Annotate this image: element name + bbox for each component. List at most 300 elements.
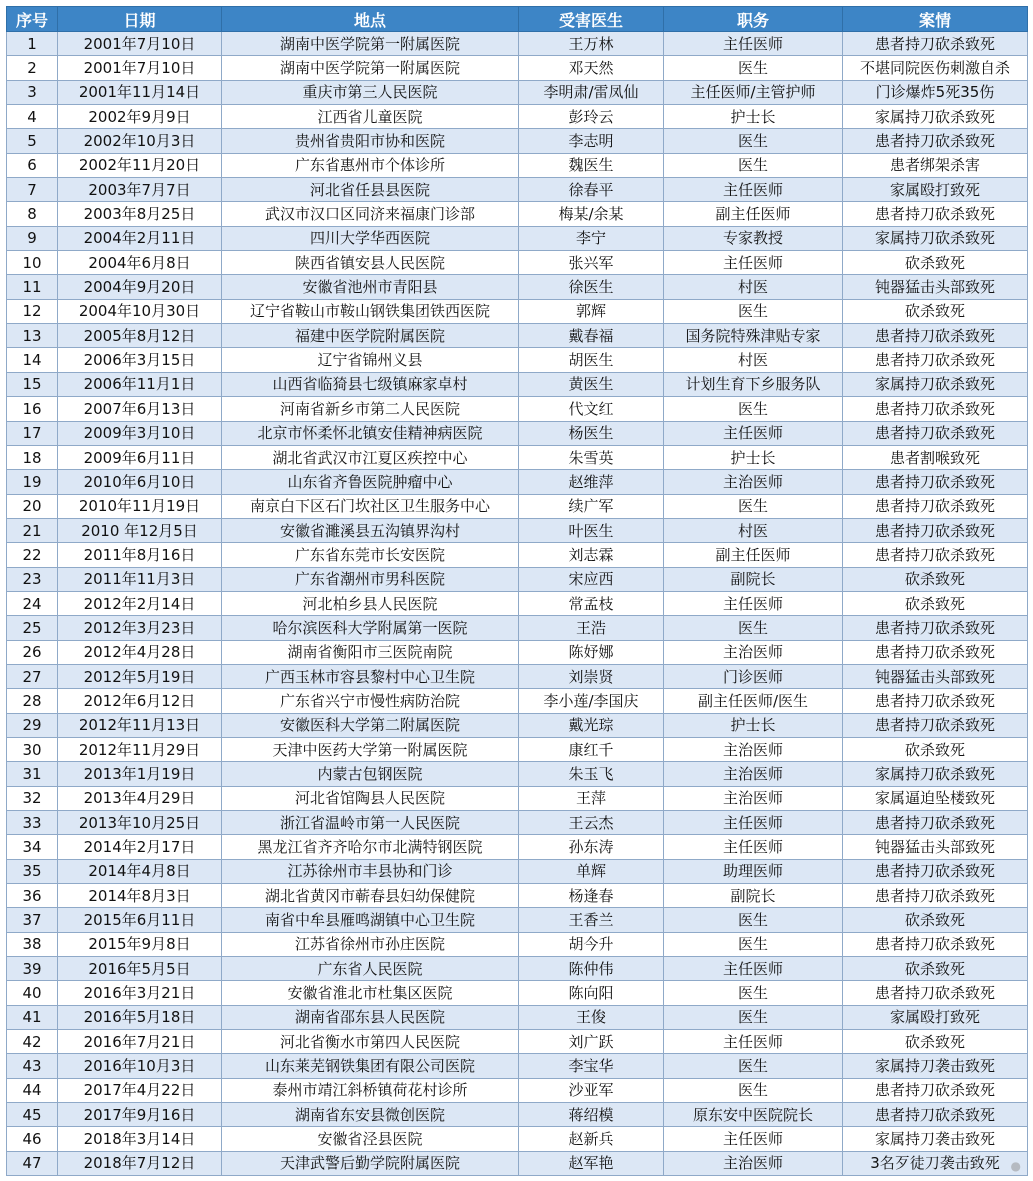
cell-index: 4 bbox=[7, 105, 58, 129]
cell-date: 2013年4月29日 bbox=[58, 786, 222, 810]
cell-index: 16 bbox=[7, 397, 58, 421]
cell-location: 湖南中医学院第一附属医院 bbox=[222, 56, 519, 80]
cell-index: 19 bbox=[7, 470, 58, 494]
cell-date: 2012年6月12日 bbox=[58, 689, 222, 713]
table-row bbox=[7, 957, 1028, 981]
cell-date: 2016年5月18日 bbox=[58, 1005, 222, 1029]
cell-location: 武汉市汉口区同济来福康门诊部 bbox=[222, 202, 519, 226]
cell-location: 内蒙古包钢医院 bbox=[222, 762, 519, 786]
cell-case: 患者持刀砍杀致死 bbox=[843, 518, 1028, 542]
cell-index: 32 bbox=[7, 786, 58, 810]
cell-case: 砍杀致死 bbox=[843, 957, 1028, 981]
cell-case: 患者持刀砍杀致死 bbox=[843, 348, 1028, 372]
cell-location: 广东省东莞市长安医院 bbox=[222, 543, 519, 567]
cell-victim-doctor: 彭玲云 bbox=[519, 105, 664, 129]
cell-case: 钝器猛击头部致死 bbox=[843, 835, 1028, 859]
cell-position: 护士长 bbox=[664, 713, 843, 737]
cell-location: 山西省临猗县七级镇麻家卓村 bbox=[222, 372, 519, 396]
cell-date: 2016年5月5日 bbox=[58, 957, 222, 981]
cell-date: 2009年3月10日 bbox=[58, 421, 222, 445]
incident-table bbox=[6, 6, 1028, 1176]
cell-case: 家属持刀砍杀致死 bbox=[843, 372, 1028, 396]
cell-victim-doctor: 续广军 bbox=[519, 494, 664, 518]
cell-position: 国务院特殊津贴专家 bbox=[664, 324, 843, 348]
cell-date: 2012年11月13日 bbox=[58, 713, 222, 737]
cell-victim-doctor: 陈向阳 bbox=[519, 981, 664, 1005]
cell-victim-doctor: 刘崇贤 bbox=[519, 664, 664, 688]
cell-date: 2012年3月23日 bbox=[58, 616, 222, 640]
cell-victim-doctor: 陈妤娜 bbox=[519, 640, 664, 664]
cell-index: 12 bbox=[7, 299, 58, 323]
table-row bbox=[7, 372, 1028, 396]
cell-case: 患者持刀砍杀致死 bbox=[843, 1103, 1028, 1127]
cell-location: 陕西省镇安县人民医院 bbox=[222, 251, 519, 275]
table-row bbox=[7, 518, 1028, 542]
cell-location: 浙江省温岭市第一人民医院 bbox=[222, 811, 519, 835]
cell-location: 南京白下区石门坎社区卫生服务中心 bbox=[222, 494, 519, 518]
cell-index: 26 bbox=[7, 640, 58, 664]
cell-index: 35 bbox=[7, 859, 58, 883]
cell-date: 2014年4月8日 bbox=[58, 859, 222, 883]
cell-victim-doctor: 徐春平 bbox=[519, 178, 664, 202]
cell-case: 家属殴打致死 bbox=[843, 178, 1028, 202]
cell-date: 2005年8月12日 bbox=[58, 324, 222, 348]
cell-location: 安徽省淮北市杜集区医院 bbox=[222, 981, 519, 1005]
cell-index: 14 bbox=[7, 348, 58, 372]
cell-location: 贵州省贵阳市协和医院 bbox=[222, 129, 519, 153]
cell-victim-doctor: 孙东涛 bbox=[519, 835, 664, 859]
cell-victim-doctor: 沙亚军 bbox=[519, 1078, 664, 1102]
cell-case: 患者持刀砍杀致死 bbox=[843, 932, 1028, 956]
cell-position: 医生 bbox=[664, 494, 843, 518]
cell-position: 村医 bbox=[664, 518, 843, 542]
cell-date: 2017年4月22日 bbox=[58, 1078, 222, 1102]
cell-index: 22 bbox=[7, 543, 58, 567]
cell-location: 江苏省徐州市孙庄医院 bbox=[222, 932, 519, 956]
cell-case: 患者持刀砍杀致死 bbox=[843, 32, 1028, 56]
table-row bbox=[7, 591, 1028, 615]
cell-location: 河南省新乡市第二人民医院 bbox=[222, 397, 519, 421]
cell-position: 助理医师 bbox=[664, 859, 843, 883]
cell-position: 主任医师 bbox=[664, 178, 843, 202]
table-row bbox=[7, 664, 1028, 688]
cell-case: 家属持刀袭击致死 bbox=[843, 1127, 1028, 1151]
cell-date: 2013年10月25日 bbox=[58, 811, 222, 835]
cell-position: 主任医师 bbox=[664, 251, 843, 275]
table-row bbox=[7, 1005, 1028, 1029]
cell-case: 患者持刀砍杀致死 bbox=[843, 616, 1028, 640]
cell-case: 患者持刀砍杀致死 bbox=[843, 1078, 1028, 1102]
cell-case: 患者持刀砍杀致死 bbox=[843, 470, 1028, 494]
cell-date: 2016年10月3日 bbox=[58, 1054, 222, 1078]
cell-location: 河北省衡水市第四人民医院 bbox=[222, 1030, 519, 1054]
cell-position: 主任医师 bbox=[664, 811, 843, 835]
cell-location: 辽宁省锦州义县 bbox=[222, 348, 519, 372]
cell-index: 3 bbox=[7, 80, 58, 104]
cell-victim-doctor: 李宁 bbox=[519, 226, 664, 250]
table-row bbox=[7, 689, 1028, 713]
cell-index: 23 bbox=[7, 567, 58, 591]
cell-index: 43 bbox=[7, 1054, 58, 1078]
table-row bbox=[7, 981, 1028, 1005]
cell-location: 泰州市靖江斜桥镇荷花村诊所 bbox=[222, 1078, 519, 1102]
table-row bbox=[7, 80, 1028, 104]
cell-victim-doctor: 王萍 bbox=[519, 786, 664, 810]
cell-case: 患者持刀砍杀致死 bbox=[843, 859, 1028, 883]
cell-location: 重庆市第三人民医院 bbox=[222, 80, 519, 104]
cell-victim-doctor: 李宝华 bbox=[519, 1054, 664, 1078]
table-row bbox=[7, 494, 1028, 518]
cell-position: 医生 bbox=[664, 908, 843, 932]
cell-index: 44 bbox=[7, 1078, 58, 1102]
cell-date: 2014年2月17日 bbox=[58, 835, 222, 859]
cell-position: 主任医师 bbox=[664, 957, 843, 981]
cell-case: 3名歹徒刀袭击致死 bbox=[843, 1151, 1028, 1175]
cell-position: 专家教授 bbox=[664, 226, 843, 250]
cell-location: 湖南中医学院第一附属医院 bbox=[222, 32, 519, 56]
cell-index: 10 bbox=[7, 251, 58, 275]
cell-date: 2002年9月9日 bbox=[58, 105, 222, 129]
cell-case: 患者持刀砍杀致死 bbox=[843, 494, 1028, 518]
cell-position: 村医 bbox=[664, 275, 843, 299]
cell-date: 2012年11月29日 bbox=[58, 737, 222, 761]
cell-position: 门诊医师 bbox=[664, 664, 843, 688]
cell-case: 患者绑架杀害 bbox=[843, 153, 1028, 177]
cell-case: 不堪同院医伤刺激自杀 bbox=[843, 56, 1028, 80]
table-row bbox=[7, 32, 1028, 56]
cell-index: 18 bbox=[7, 445, 58, 469]
cell-index: 45 bbox=[7, 1103, 58, 1127]
cell-date: 2010年6月10日 bbox=[58, 470, 222, 494]
table-row bbox=[7, 153, 1028, 177]
cell-date: 2006年3月15日 bbox=[58, 348, 222, 372]
cell-date: 2018年7月12日 bbox=[58, 1151, 222, 1175]
table-row bbox=[7, 348, 1028, 372]
table-row bbox=[7, 251, 1028, 275]
cell-index: 31 bbox=[7, 762, 58, 786]
cell-case: 家属持刀袭击致死 bbox=[843, 1054, 1028, 1078]
cell-position: 医生 bbox=[664, 56, 843, 80]
cell-case: 钝器猛击头部致死 bbox=[843, 275, 1028, 299]
cell-victim-doctor: 朱玉飞 bbox=[519, 762, 664, 786]
cell-date: 2013年1月19日 bbox=[58, 762, 222, 786]
cell-date: 2004年10月30日 bbox=[58, 299, 222, 323]
cell-index: 47 bbox=[7, 1151, 58, 1175]
cell-location: 湖南省东安县微创医院 bbox=[222, 1103, 519, 1127]
cell-index: 27 bbox=[7, 664, 58, 688]
cell-victim-doctor: 刘志霖 bbox=[519, 543, 664, 567]
cell-location: 安徽省濉溪县五沟镇界沟村 bbox=[222, 518, 519, 542]
table-row bbox=[7, 713, 1028, 737]
cell-index: 15 bbox=[7, 372, 58, 396]
cell-index: 11 bbox=[7, 275, 58, 299]
cell-date: 2010 年12月5日 bbox=[58, 518, 222, 542]
header-victim-doctor: 受害医生 bbox=[519, 7, 664, 32]
cell-index: 17 bbox=[7, 421, 58, 445]
cell-position: 村医 bbox=[664, 348, 843, 372]
cell-location: 南省中牟县雁鸣湖镇中心卫生院 bbox=[222, 908, 519, 932]
watermark: ● bbox=[1010, 1159, 1021, 1173]
cell-index: 25 bbox=[7, 616, 58, 640]
cell-position: 主治医师 bbox=[664, 762, 843, 786]
cell-position: 医生 bbox=[664, 1054, 843, 1078]
cell-location: 安徽医科大学第二附属医院 bbox=[222, 713, 519, 737]
cell-location: 广西玉林市容县黎村中心卫生院 bbox=[222, 664, 519, 688]
cell-date: 2002年10月3日 bbox=[58, 129, 222, 153]
cell-victim-doctor: 李志明 bbox=[519, 129, 664, 153]
cell-case: 患者持刀砍杀致死 bbox=[843, 689, 1028, 713]
cell-victim-doctor: 戴光琮 bbox=[519, 713, 664, 737]
table-row bbox=[7, 202, 1028, 226]
cell-location: 安徽省池州市青阳县 bbox=[222, 275, 519, 299]
table-row bbox=[7, 616, 1028, 640]
cell-date: 2014年8月3日 bbox=[58, 884, 222, 908]
cell-index: 24 bbox=[7, 591, 58, 615]
cell-location: 四川大学华西医院 bbox=[222, 226, 519, 250]
cell-victim-doctor: 王浩 bbox=[519, 616, 664, 640]
cell-index: 20 bbox=[7, 494, 58, 518]
cell-date: 2002年11月20日 bbox=[58, 153, 222, 177]
cell-location: 辽宁省鞍山市鞍山钢铁集团铁西医院 bbox=[222, 299, 519, 323]
cell-date: 2009年6月11日 bbox=[58, 445, 222, 469]
cell-case: 家属持刀砍杀致死 bbox=[843, 762, 1028, 786]
cell-location: 湖南省邵东县人民医院 bbox=[222, 1005, 519, 1029]
cell-position: 医生 bbox=[664, 153, 843, 177]
cell-victim-doctor: 徐医生 bbox=[519, 275, 664, 299]
cell-date: 2001年7月10日 bbox=[58, 32, 222, 56]
cell-location: 哈尔滨医科大学附属第一医院 bbox=[222, 616, 519, 640]
cell-location: 山东省齐鲁医院肿瘤中心 bbox=[222, 470, 519, 494]
cell-victim-doctor: 胡医生 bbox=[519, 348, 664, 372]
table-row bbox=[7, 324, 1028, 348]
cell-victim-doctor: 刘广跃 bbox=[519, 1030, 664, 1054]
cell-case: 患者持刀砍杀致死 bbox=[843, 640, 1028, 664]
cell-position: 医生 bbox=[664, 932, 843, 956]
cell-date: 2004年9月20日 bbox=[58, 275, 222, 299]
table-row bbox=[7, 178, 1028, 202]
cell-date: 2003年7月7日 bbox=[58, 178, 222, 202]
cell-location: 北京市怀柔怀北镇安佳精神病医院 bbox=[222, 421, 519, 445]
cell-position: 副主任医师 bbox=[664, 202, 843, 226]
table-row bbox=[7, 859, 1028, 883]
cell-victim-doctor: 张兴军 bbox=[519, 251, 664, 275]
cell-index: 33 bbox=[7, 811, 58, 835]
cell-position: 主治医师 bbox=[664, 1151, 843, 1175]
cell-victim-doctor: 王万林 bbox=[519, 32, 664, 56]
cell-victim-doctor: 康红千 bbox=[519, 737, 664, 761]
cell-victim-doctor: 梅某/余某 bbox=[519, 202, 664, 226]
table-row bbox=[7, 640, 1028, 664]
cell-date: 2001年7月10日 bbox=[58, 56, 222, 80]
table-row bbox=[7, 1151, 1028, 1175]
cell-case: 砍杀致死 bbox=[843, 567, 1028, 591]
cell-index: 40 bbox=[7, 981, 58, 1005]
cell-case: 家属逼迫坠楼致死 bbox=[843, 786, 1028, 810]
header-index: 序号 bbox=[7, 7, 58, 32]
cell-location: 广东省潮州市男科医院 bbox=[222, 567, 519, 591]
cell-index: 5 bbox=[7, 129, 58, 153]
cell-index: 6 bbox=[7, 153, 58, 177]
cell-index: 36 bbox=[7, 884, 58, 908]
cell-victim-doctor: 戴春福 bbox=[519, 324, 664, 348]
cell-case: 门诊爆炸5死35伤 bbox=[843, 80, 1028, 104]
table-row bbox=[7, 445, 1028, 469]
cell-date: 2015年6月11日 bbox=[58, 908, 222, 932]
table-row bbox=[7, 470, 1028, 494]
cell-date: 2003年8月25日 bbox=[58, 202, 222, 226]
incident-table-container bbox=[6, 6, 1027, 1176]
cell-case: 砍杀致死 bbox=[843, 737, 1028, 761]
cell-location: 黑龙江省齐齐哈尔市北满特钢医院 bbox=[222, 835, 519, 859]
cell-position: 医生 bbox=[664, 981, 843, 1005]
cell-victim-doctor: 胡今升 bbox=[519, 932, 664, 956]
cell-case: 患者持刀砍杀致死 bbox=[843, 713, 1028, 737]
cell-date: 2012年2月14日 bbox=[58, 591, 222, 615]
cell-date: 2011年11月3日 bbox=[58, 567, 222, 591]
cell-location: 安徽省泾县医院 bbox=[222, 1127, 519, 1151]
cell-date: 2011年8月16日 bbox=[58, 543, 222, 567]
table-row bbox=[7, 275, 1028, 299]
cell-date: 2004年2月11日 bbox=[58, 226, 222, 250]
cell-index: 2 bbox=[7, 56, 58, 80]
cell-location: 河北省任县县医院 bbox=[222, 178, 519, 202]
cell-index: 46 bbox=[7, 1127, 58, 1151]
cell-position: 副主任医师/医生 bbox=[664, 689, 843, 713]
cell-position: 计划生育下乡服务队 bbox=[664, 372, 843, 396]
table-row bbox=[7, 226, 1028, 250]
cell-date: 2001年11月14日 bbox=[58, 80, 222, 104]
cell-location: 广东省惠州市个体诊所 bbox=[222, 153, 519, 177]
table-row bbox=[7, 811, 1028, 835]
table-row bbox=[7, 908, 1028, 932]
table-row bbox=[7, 835, 1028, 859]
cell-position: 主任医师/主管护师 bbox=[664, 80, 843, 104]
cell-index: 39 bbox=[7, 957, 58, 981]
cell-index: 30 bbox=[7, 737, 58, 761]
cell-case: 患者持刀砍杀致死 bbox=[843, 129, 1028, 153]
cell-position: 医生 bbox=[664, 299, 843, 323]
cell-position: 主任医师 bbox=[664, 1030, 843, 1054]
cell-victim-doctor: 王云杰 bbox=[519, 811, 664, 835]
cell-case: 患者持刀砍杀致死 bbox=[843, 884, 1028, 908]
cell-case: 砍杀致死 bbox=[843, 299, 1028, 323]
cell-date: 2012年5月19日 bbox=[58, 664, 222, 688]
cell-victim-doctor: 陈仲伟 bbox=[519, 957, 664, 981]
table-row bbox=[7, 421, 1028, 445]
cell-victim-doctor: 李明肃/雷凤仙 bbox=[519, 80, 664, 104]
cell-case: 砍杀致死 bbox=[843, 591, 1028, 615]
table-row bbox=[7, 1030, 1028, 1054]
cell-position: 副院长 bbox=[664, 567, 843, 591]
cell-case: 家属持刀砍杀致死 bbox=[843, 226, 1028, 250]
cell-location: 山东莱芜钢铁集团有限公司医院 bbox=[222, 1054, 519, 1078]
cell-location: 湖北省黄冈市蕲春县妇幼保健院 bbox=[222, 884, 519, 908]
cell-date: 2015年9月8日 bbox=[58, 932, 222, 956]
cell-index: 7 bbox=[7, 178, 58, 202]
cell-date: 2010年11月19日 bbox=[58, 494, 222, 518]
cell-index: 21 bbox=[7, 518, 58, 542]
cell-date: 2004年6月8日 bbox=[58, 251, 222, 275]
cell-victim-doctor: 宋应西 bbox=[519, 567, 664, 591]
header-row bbox=[7, 7, 1028, 32]
cell-position: 医生 bbox=[664, 1078, 843, 1102]
cell-location: 广东省人民医院 bbox=[222, 957, 519, 981]
cell-date: 2017年9月16日 bbox=[58, 1103, 222, 1127]
cell-location: 天津武警后勤学院附属医院 bbox=[222, 1151, 519, 1175]
table-row bbox=[7, 397, 1028, 421]
table-row bbox=[7, 543, 1028, 567]
cell-victim-doctor: 王香兰 bbox=[519, 908, 664, 932]
cell-victim-doctor: 黄医生 bbox=[519, 372, 664, 396]
table-body bbox=[7, 32, 1028, 1176]
cell-location: 江西省儿童医院 bbox=[222, 105, 519, 129]
cell-case: 砍杀致死 bbox=[843, 251, 1028, 275]
cell-position: 医生 bbox=[664, 616, 843, 640]
cell-case: 砍杀致死 bbox=[843, 1030, 1028, 1054]
cell-case: 患者持刀砍杀致死 bbox=[843, 811, 1028, 835]
cell-position: 主任医师 bbox=[664, 591, 843, 615]
cell-location: 河北柏乡县人民医院 bbox=[222, 591, 519, 615]
cell-date: 2012年4月28日 bbox=[58, 640, 222, 664]
cell-victim-doctor: 朱雪英 bbox=[519, 445, 664, 469]
cell-position: 医生 bbox=[664, 397, 843, 421]
cell-victim-doctor: 单辉 bbox=[519, 859, 664, 883]
cell-victim-doctor: 赵军艳 bbox=[519, 1151, 664, 1175]
table-header bbox=[7, 7, 1028, 32]
header-location: 地点 bbox=[222, 7, 519, 32]
cell-date: 2016年3月21日 bbox=[58, 981, 222, 1005]
table-row bbox=[7, 299, 1028, 323]
table-row bbox=[7, 1054, 1028, 1078]
cell-index: 1 bbox=[7, 32, 58, 56]
cell-location: 湖南省衡阳市三医院南院 bbox=[222, 640, 519, 664]
cell-position: 主任医师 bbox=[664, 32, 843, 56]
cell-location: 湖北省武汉市江夏区疾控中心 bbox=[222, 445, 519, 469]
table-row bbox=[7, 567, 1028, 591]
cell-date: 2007年6月13日 bbox=[58, 397, 222, 421]
cell-position: 主治医师 bbox=[664, 786, 843, 810]
cell-case: 钝器猛击头部致死 bbox=[843, 664, 1028, 688]
cell-location: 天津中医药大学第一附属医院 bbox=[222, 737, 519, 761]
cell-position: 副主任医师 bbox=[664, 543, 843, 567]
cell-victim-doctor: 杨逢春 bbox=[519, 884, 664, 908]
cell-victim-doctor: 赵维萍 bbox=[519, 470, 664, 494]
table-row bbox=[7, 129, 1028, 153]
cell-case: 家属殴打致死 bbox=[843, 1005, 1028, 1029]
cell-position: 副院长 bbox=[664, 884, 843, 908]
cell-index: 37 bbox=[7, 908, 58, 932]
cell-index: 29 bbox=[7, 713, 58, 737]
cell-case: 患者持刀砍杀致死 bbox=[843, 397, 1028, 421]
cell-position: 主任医师 bbox=[664, 835, 843, 859]
cell-victim-doctor: 赵新兵 bbox=[519, 1127, 664, 1151]
cell-victim-doctor: 叶医生 bbox=[519, 518, 664, 542]
cell-case: 患者持刀砍杀致死 bbox=[843, 202, 1028, 226]
cell-index: 8 bbox=[7, 202, 58, 226]
cell-case: 患者割喉致死 bbox=[843, 445, 1028, 469]
cell-index: 38 bbox=[7, 932, 58, 956]
cell-index: 41 bbox=[7, 1005, 58, 1029]
cell-victim-doctor: 邓天然 bbox=[519, 56, 664, 80]
cell-location: 广东省兴宁市慢性病防治院 bbox=[222, 689, 519, 713]
cell-index: 9 bbox=[7, 226, 58, 250]
cell-case: 患者持刀砍杀致死 bbox=[843, 324, 1028, 348]
table-row bbox=[7, 786, 1028, 810]
table-row bbox=[7, 884, 1028, 908]
cell-victim-doctor: 郭辉 bbox=[519, 299, 664, 323]
cell-case: 砍杀致死 bbox=[843, 908, 1028, 932]
cell-victim-doctor: 王俊 bbox=[519, 1005, 664, 1029]
